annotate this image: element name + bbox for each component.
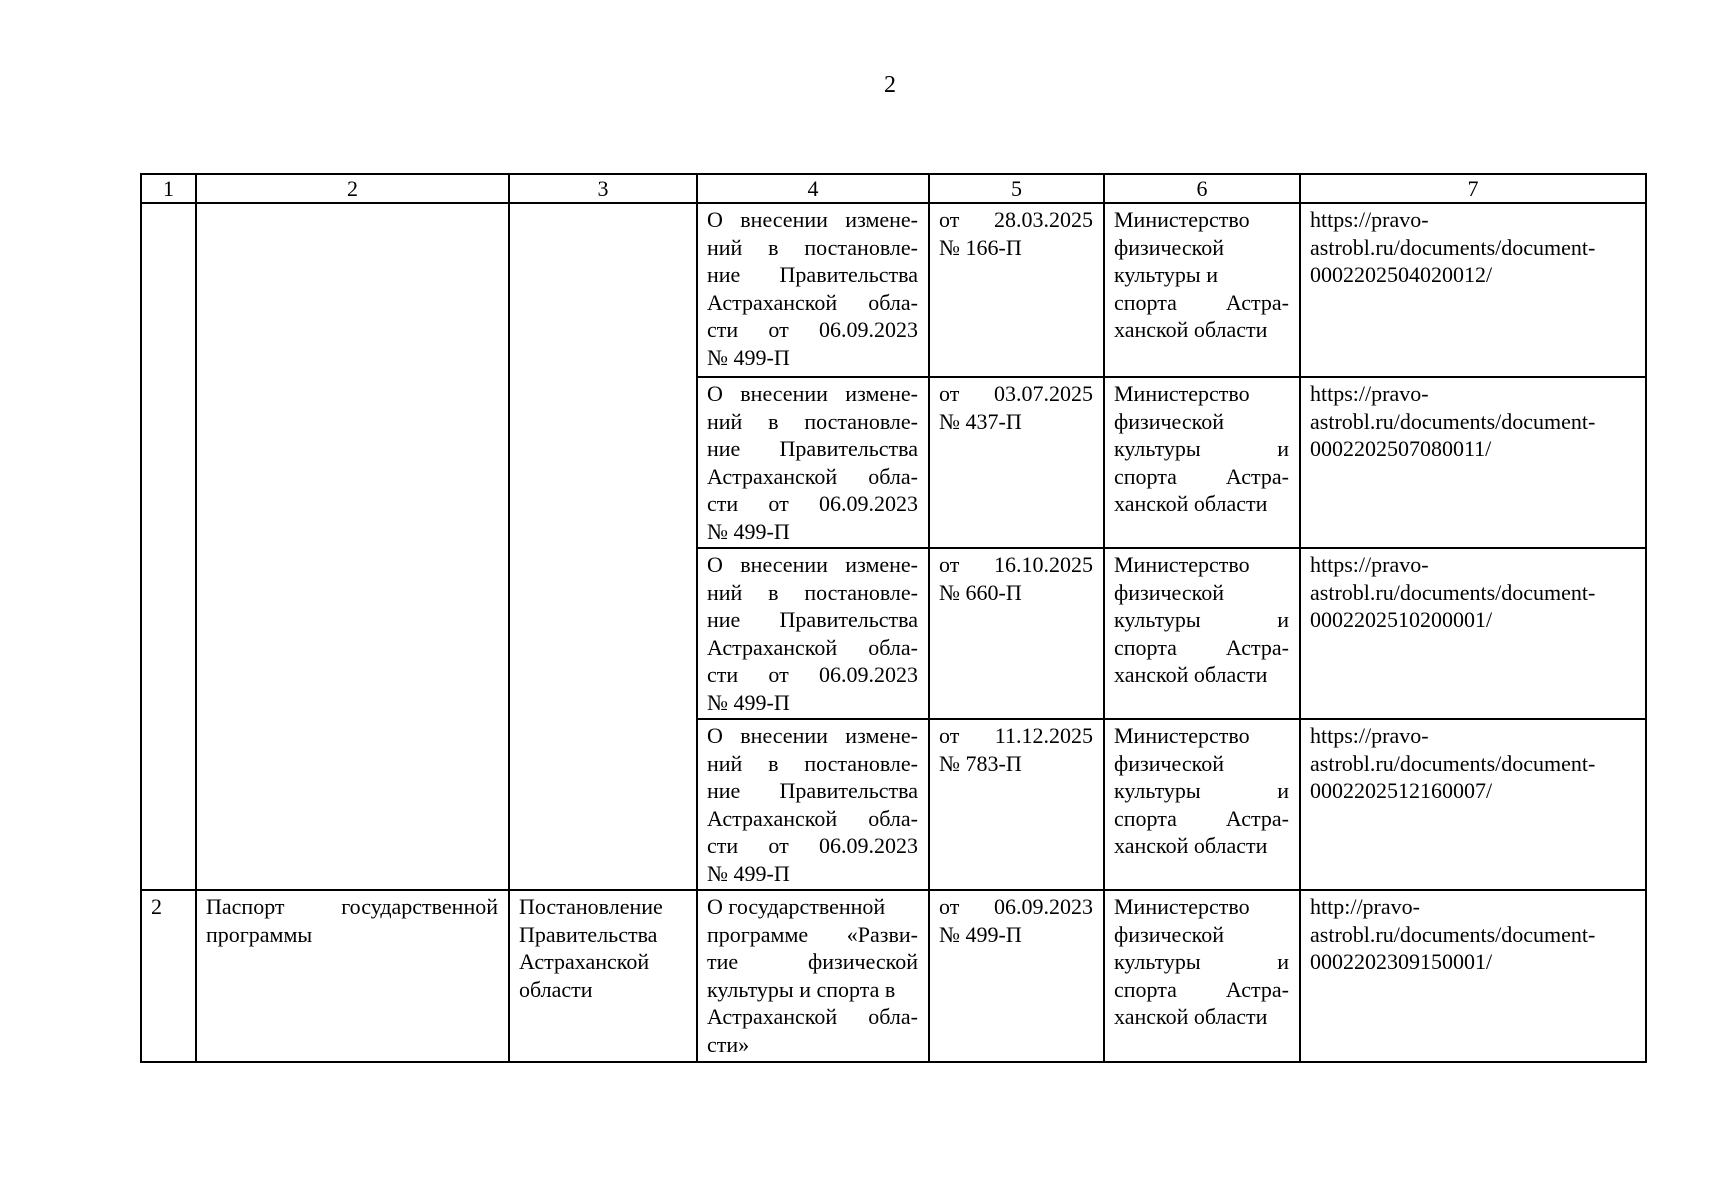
document-title-line: № 499-П (707, 344, 790, 370)
url-line[interactable]: 0002202504020012/ (1310, 262, 1493, 287)
number-line: № 783-П (939, 750, 1022, 776)
header-row (141, 174, 1646, 203)
document-title-line: тие физической (707, 949, 918, 974)
ministry-cell (1104, 890, 1300, 1062)
ministry-line: физической (1114, 579, 1224, 605)
number-line: № 660-П (939, 579, 1022, 605)
url-line[interactable]: http://pravo- (1310, 894, 1420, 919)
ministry-line: спорта Астра- (1114, 463, 1289, 489)
number-line: № 166-П (939, 234, 1022, 260)
column-header-6: 6 (1104, 174, 1300, 203)
ministry-line: ханской области (1114, 833, 1268, 858)
document-title-cell (697, 377, 929, 548)
document-title-line: О государственной (707, 894, 886, 919)
document-title-line: сти от 06.09.2023 (707, 491, 918, 516)
url-cell[interactable] (1300, 203, 1646, 377)
document-type-cell (509, 203, 697, 890)
url-line[interactable]: https://pravo- (1310, 723, 1429, 748)
document-title-line: ний в постановле- (707, 234, 918, 260)
ministry-line: культуры и (1114, 262, 1218, 287)
column-header-3: 3 (509, 174, 697, 203)
ministry-line: Министерство (1114, 381, 1250, 406)
document-title-line: № 499-П (707, 860, 790, 886)
document-title-line: ний в постановле- (707, 408, 918, 434)
url-line[interactable]: 0002202507080011/ (1310, 436, 1492, 461)
document-title-cell (697, 719, 929, 890)
date-line: от 06.09.2023 (939, 894, 1093, 919)
url-line[interactable]: https://pravo- (1310, 207, 1429, 232)
document-title-cell (697, 203, 929, 377)
document-title-line: О внесении измене- (707, 381, 918, 406)
url-cell[interactable] (1300, 890, 1646, 1062)
document-title-line: сти» (707, 1031, 750, 1057)
ministry-cell (1104, 377, 1300, 548)
ministry-line: физической (1114, 750, 1224, 776)
document-title-line: сти от 06.09.2023 (707, 833, 918, 858)
document-type-line: Правительства (519, 921, 658, 947)
document-title-line: Астраханской обла- (707, 634, 918, 660)
url-line[interactable]: https://pravo- (1310, 381, 1429, 406)
ministry-cell (1104, 548, 1300, 719)
ministry-line: физической (1114, 408, 1224, 434)
row-number-cell: 2 (141, 890, 196, 1062)
ministry-line: спорта Астра- (1114, 289, 1289, 315)
document-title-line: сти от 06.09.2023 (707, 662, 918, 687)
date-line: от 11.12.2025 (939, 723, 1093, 748)
document-title-line: О внесении измене- (707, 552, 918, 577)
document-type-cell (509, 890, 697, 1062)
table-row (141, 890, 1646, 1062)
date-line: от 16.10.2025 (939, 552, 1093, 577)
url-cell[interactable] (1300, 719, 1646, 890)
date-number-cell (929, 203, 1104, 377)
document-title-line: культуры и спорта в (707, 976, 896, 1002)
document-name-line: программы (206, 921, 313, 947)
number-line: № 437-П (939, 408, 1022, 434)
ministry-line: ханской области (1114, 317, 1268, 342)
column-header-7: 7 (1300, 174, 1646, 203)
column-header-5: 5 (929, 174, 1104, 203)
document-title-cell (697, 890, 929, 1062)
document-type-line: Астраханской (519, 949, 650, 974)
row-number-cell (141, 203, 196, 890)
date-number-cell (929, 719, 1104, 890)
column-header-4: 4 (697, 174, 929, 203)
document-title-line: Астраханской обла- (707, 805, 918, 831)
column-header-1: 1 (141, 174, 196, 203)
document-name-line: Паспорт государственной (206, 894, 498, 919)
url-line[interactable]: astrobl.ru/documents/document- (1310, 579, 1596, 605)
date-number-cell (929, 377, 1104, 548)
document-title-line: О внесении измене- (707, 207, 918, 232)
ministry-line: спорта Астра- (1114, 976, 1289, 1002)
document-title-line: ние Правительства (707, 778, 918, 803)
number-line: № 499-П (939, 921, 1022, 947)
ministry-line: культуры и (1114, 778, 1289, 803)
ministry-line: ханской области (1114, 491, 1268, 516)
url-cell[interactable] (1300, 548, 1646, 719)
date-line: от 28.03.2025 (939, 207, 1093, 232)
column-header-2: 2 (196, 174, 509, 203)
ministry-line: культуры и (1114, 949, 1289, 974)
ministry-line: Министерство (1114, 894, 1250, 919)
document-title-line: № 499-П (707, 518, 790, 544)
ministry-line: Министерство (1114, 723, 1250, 748)
document-name-cell (196, 203, 509, 890)
document-title-line: Астраханской обла- (707, 289, 918, 315)
document-name-cell (196, 890, 509, 1062)
document-title-line: О внесении измене- (707, 723, 918, 748)
document-title-line: Астраханской обла- (707, 463, 918, 489)
date-number-cell (929, 548, 1104, 719)
document-title-line: Астраханской обла- (707, 1004, 918, 1029)
ministry-line: культуры и (1114, 607, 1289, 632)
ministry-cell (1104, 719, 1300, 890)
ministry-line: спорта Астра- (1114, 805, 1289, 831)
document-title-line: сти от 06.09.2023 (707, 317, 918, 342)
ministry-line: физической (1114, 921, 1224, 947)
document-title-line: ний в постановле- (707, 579, 918, 605)
url-line[interactable]: https://pravo- (1310, 552, 1429, 577)
page-number: 2 (884, 72, 896, 98)
url-line[interactable]: astrobl.ru/documents/document- (1310, 234, 1596, 260)
ministry-line: физической (1114, 234, 1224, 260)
ministry-line: культуры и (1114, 436, 1289, 461)
url-cell[interactable] (1300, 377, 1646, 548)
url-line[interactable]: 0002202512160007/ (1310, 778, 1493, 803)
url-line[interactable]: 0002202510200001/ (1310, 607, 1493, 632)
document-title-line: программе «Разви- (707, 921, 918, 947)
ministry-line: ханской области (1114, 1004, 1268, 1029)
table-row (141, 203, 1646, 377)
ministry-line: Министерство (1114, 207, 1250, 232)
document-title-line: ний в постановле- (707, 750, 918, 776)
documents-table (140, 173, 1647, 1063)
document-title-cell (697, 548, 929, 719)
document-title-line: ние Правительства (707, 607, 918, 632)
ministry-line: ханской области (1114, 662, 1268, 687)
ministry-line: спорта Астра- (1114, 634, 1289, 660)
url-line[interactable]: astrobl.ru/documents/document- (1310, 921, 1596, 947)
url-line[interactable]: astrobl.ru/documents/document- (1310, 408, 1596, 434)
document-type-line: области (519, 976, 593, 1002)
document-title-line: № 499-П (707, 689, 790, 715)
date-number-cell (929, 890, 1104, 1062)
date-line: от 03.07.2025 (939, 381, 1093, 406)
url-line[interactable]: 0002202309150001/ (1310, 949, 1493, 974)
document-title-line: ние Правительства (707, 436, 918, 461)
url-line[interactable]: astrobl.ru/documents/document- (1310, 750, 1596, 776)
ministry-line: Министерство (1114, 552, 1250, 577)
document-title-line: ние Правительства (707, 262, 918, 287)
ministry-cell (1104, 203, 1300, 377)
document-type-line: Постановление (519, 894, 663, 919)
